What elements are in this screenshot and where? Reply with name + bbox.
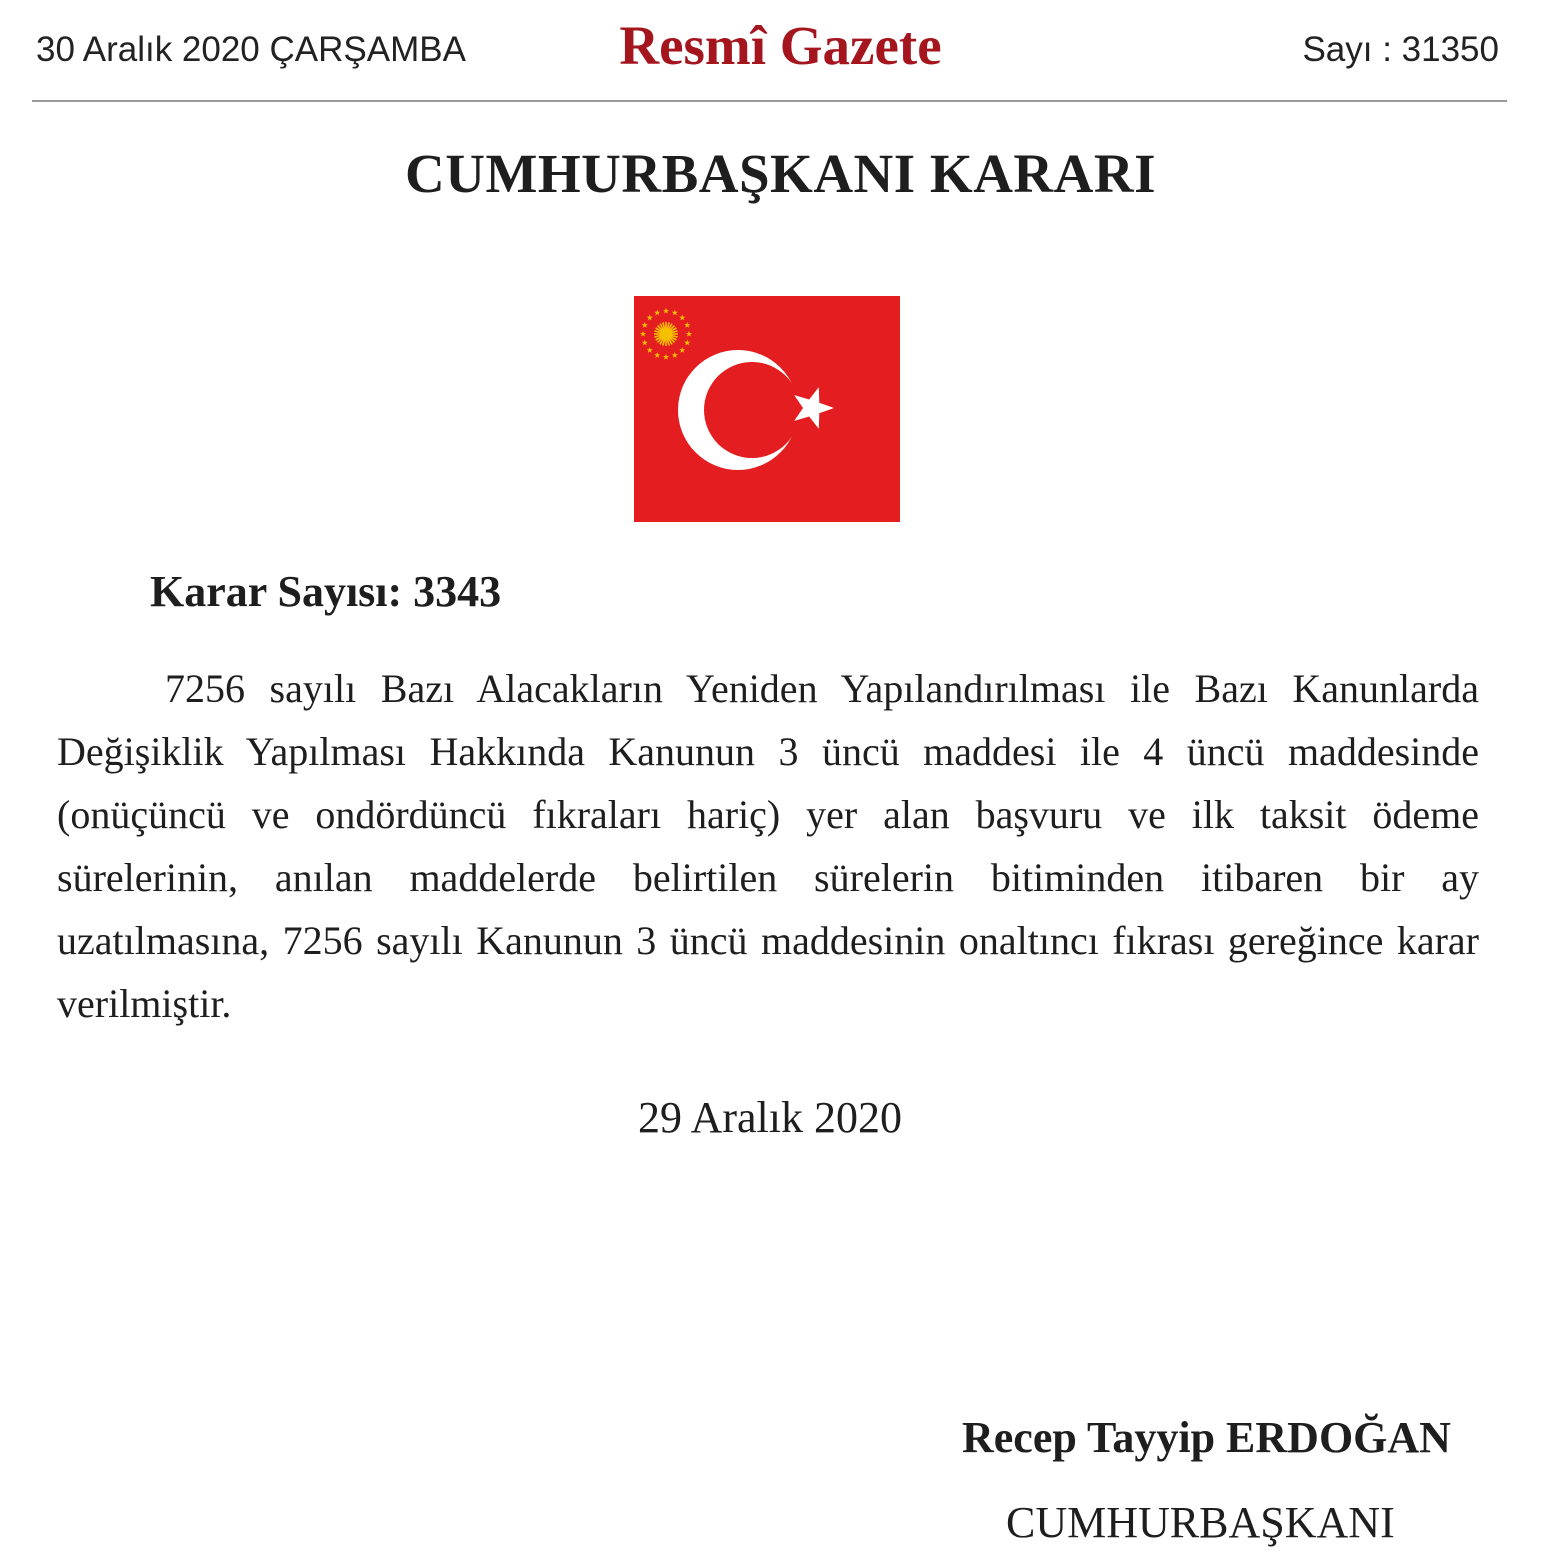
header-divider <box>32 100 1507 102</box>
gazette-date: 30 Aralık 2020 ÇARŞAMBA <box>36 30 466 69</box>
decision-body: 7256 sayılı Bazı Alacakların Yeniden Yapılandırılması ile Bazı Kanunlarda Değişiklik Yapılması Hakkında Kanunun 3 üncü maddesi ile 4 üncü maddesinde (onüçüncü ve ondördüncü fıkraları hariç) yer alan başvuru ve ilk taksit ödeme sürelerinin, anılan maddelerde belirtilen sürelerin bitiminden itibaren bir ay uzatılmasına, 7256 sayılı Kanunun 3 üncü maddesinin onaltıncı fıkrası gereğince karar verilmiştir. <box>57 666 1479 1026</box>
document-title: CUMHURBAŞKANI KARARI <box>405 143 1156 204</box>
gazette-issue-number: Sayı : 31350 <box>1302 30 1499 69</box>
signer-title: CUMHURBAŞKANI <box>1006 1498 1395 1547</box>
signer-name: Recep Tayyip ERDOĞAN <box>962 1413 1451 1462</box>
signature-date: 29 Aralık 2020 <box>638 1093 902 1142</box>
gazette-title: Resmî Gazete <box>619 15 942 76</box>
decision-number: Karar Sayısı: 3343 <box>150 567 502 616</box>
turkish-flag-icon <box>634 296 900 522</box>
